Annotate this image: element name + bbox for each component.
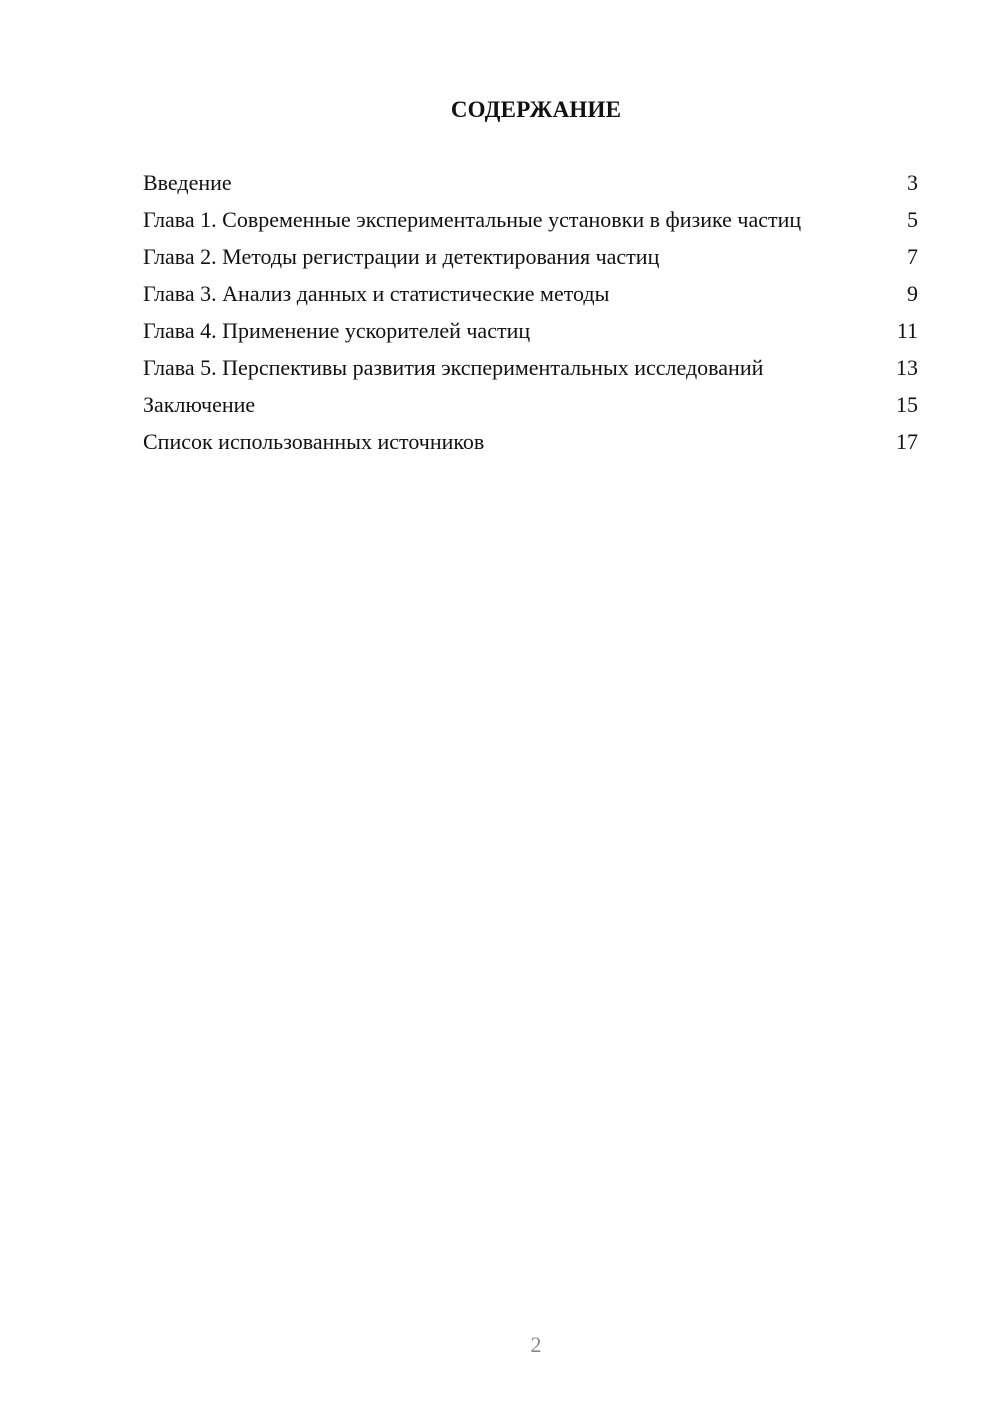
page-number: 2 bbox=[530, 1332, 542, 1357]
toc-entry-conclusion[interactable] bbox=[143, 392, 918, 418]
toc-entry-title: Глава 5. Перспективы развития экспериментальных исследований bbox=[143, 355, 764, 380]
toc-entry-page: 9 bbox=[907, 281, 918, 306]
toc-entry-page: 17 bbox=[896, 429, 918, 454]
toc-entry-page: 13 bbox=[896, 355, 918, 380]
toc-entry-page: 11 bbox=[896, 318, 918, 343]
toc-entry-chapter-3[interactable] bbox=[143, 281, 918, 307]
toc-entry-title: Глава 4. Применение ускорителей частиц bbox=[143, 318, 531, 343]
toc-entry-introduction[interactable] bbox=[143, 170, 918, 196]
table-of-contents bbox=[143, 170, 918, 466]
toc-entry-chapter-2[interactable] bbox=[143, 244, 918, 270]
toc-entry-title: Глава 3. Анализ данных и статистические методы bbox=[143, 281, 610, 306]
toc-entry-chapter-4[interactable] bbox=[143, 318, 918, 344]
toc-entry-references[interactable] bbox=[143, 429, 918, 455]
toc-entry-page: 3 bbox=[907, 170, 918, 195]
toc-entry-page: 5 bbox=[907, 207, 918, 232]
toc-entry-title: Введение bbox=[143, 170, 232, 195]
toc-entry-chapter-1[interactable] bbox=[143, 207, 918, 233]
page-title: СОДЕРЖАНИЕ bbox=[450, 97, 622, 122]
toc-entry-page: 15 bbox=[896, 392, 918, 417]
toc-entry-title: Глава 1. Современные экспериментальные установки в физике частиц bbox=[143, 207, 802, 232]
toc-entry-title: Заключение bbox=[143, 392, 256, 417]
toc-entry-title: Список использованных источников bbox=[143, 429, 485, 454]
toc-entry-page: 7 bbox=[907, 244, 918, 269]
toc-entry-title: Глава 2. Методы регистрации и детектирования частиц bbox=[143, 244, 660, 269]
toc-entry-chapter-5[interactable] bbox=[143, 355, 918, 381]
